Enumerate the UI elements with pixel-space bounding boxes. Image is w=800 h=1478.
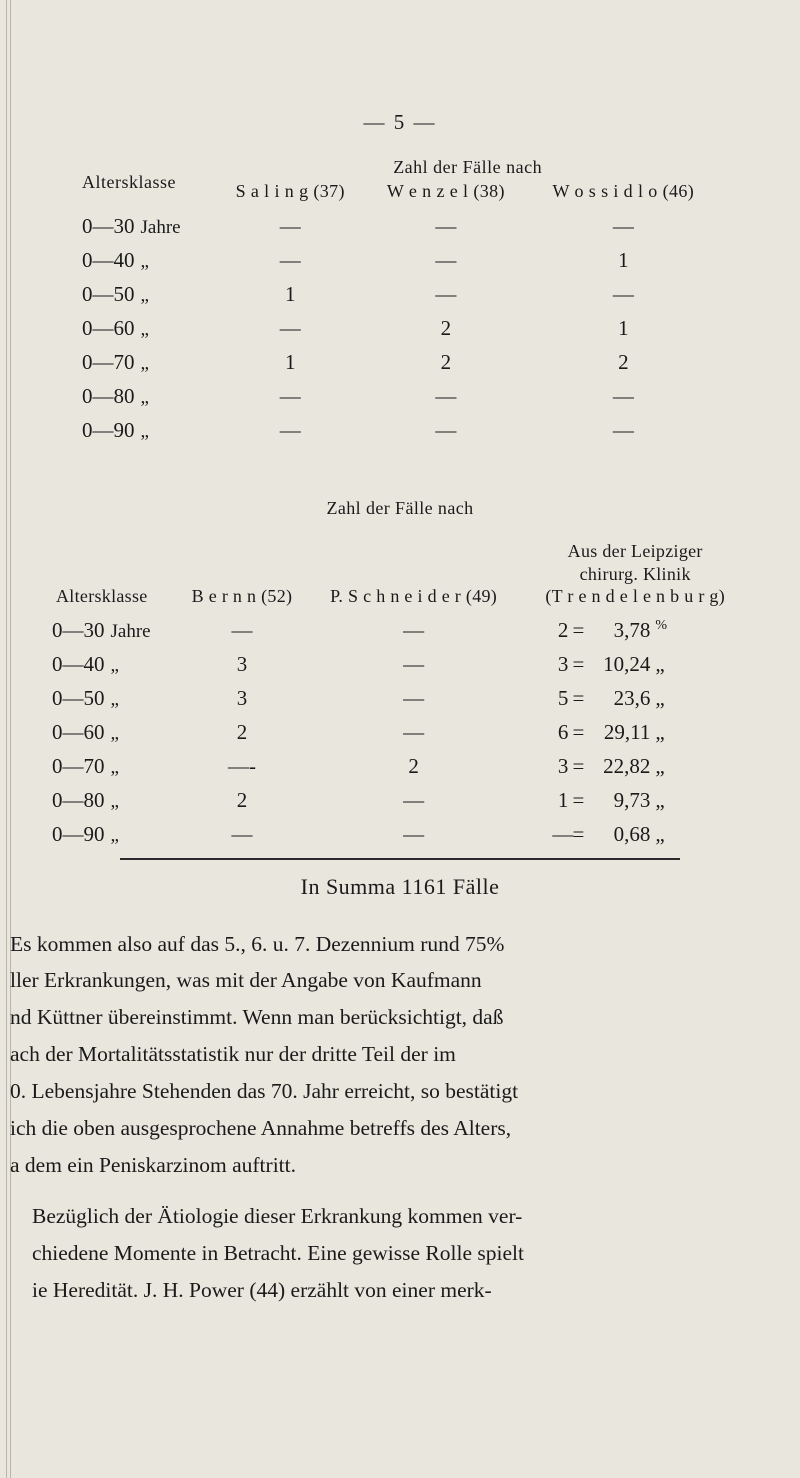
table-summary-total: In Summa 1161 Fälle <box>300 873 500 899</box>
table-header-row <box>50 539 750 614</box>
cell-leipzig-equals: = <box>572 753 585 778</box>
cell-saling: 1 <box>285 350 296 374</box>
cell-wenzel: 2 <box>440 350 452 374</box>
cell-leipzig-unit: „ <box>655 787 665 812</box>
cell-saling: — <box>279 316 301 340</box>
cell-leipzig <box>520 648 750 682</box>
cell-wossidlo: — <box>612 282 634 306</box>
cell-leipzig-unit: „ <box>655 719 665 744</box>
cell-wossidlo: — <box>612 214 634 238</box>
cell-saling: — <box>279 384 301 408</box>
cell-leipzig-percent: 3,78 <box>613 617 651 642</box>
cell-leipzig-unit: „ <box>655 685 665 710</box>
table-row <box>50 784 750 818</box>
cell-wenzel: — <box>435 248 457 272</box>
table-row <box>80 278 720 312</box>
table-row <box>80 312 720 346</box>
cell-age-unit: „ <box>110 756 119 778</box>
cell-bernn: 2 <box>236 787 248 812</box>
cell-leipzig <box>520 750 750 784</box>
cell-leipzig-count: 2 <box>557 617 569 642</box>
cell-saling: — <box>279 248 301 272</box>
cell-age-unit: „ <box>140 285 149 306</box>
cell-age: 0—90 <box>52 821 105 846</box>
column-header-leipzig-line2: chirurg. Klinik <box>579 563 691 584</box>
cell-age-unit: „ <box>140 421 149 442</box>
cell-leipzig-count: 6 <box>557 719 569 744</box>
cell-age-unit: „ <box>140 251 149 272</box>
table-row <box>80 380 720 414</box>
cell-age-unit: Jahre <box>140 217 181 238</box>
cell-leipzig-percent: 9,73 <box>613 787 651 812</box>
table-bottom-rule <box>120 858 680 860</box>
cell-leipzig-equals: = <box>572 787 585 812</box>
cell-leipzig-unit: „ <box>655 821 665 846</box>
cell-age: 0—50 <box>52 685 105 710</box>
cell-bernn: 3 <box>236 685 248 710</box>
cell-age: 0—50 <box>82 282 135 306</box>
paragraph-line: chiedene Momente in Betracht. Eine gewisse Rolle spielt <box>32 1241 524 1266</box>
column-header-altersklasse: Altersklasse <box>56 586 148 606</box>
cell-leipzig <box>520 818 750 852</box>
table-row <box>50 716 750 750</box>
cell-bernn: —- <box>227 753 256 778</box>
cell-schneider: — <box>403 685 425 710</box>
cell-leipzig <box>520 614 750 648</box>
cell-leipzig-count: 3 <box>557 651 569 676</box>
cell-leipzig <box>520 682 750 716</box>
cell-age-unit: „ <box>110 824 119 846</box>
table-row <box>80 346 720 380</box>
cell-schneider: — <box>403 719 425 744</box>
cell-leipzig-unit: „ <box>655 651 665 676</box>
table-header-span: Zahl der Fälle nach <box>393 157 543 177</box>
table-row <box>50 750 750 784</box>
cell-age-unit: „ <box>140 387 149 408</box>
paragraph-line: ller Erkrankungen, was mit der Angabe von Kaufmann <box>10 968 482 993</box>
paragraph-line: ach der Mortalitätsstatistik nur der dritte Teil der im <box>10 1042 456 1067</box>
column-header-wenzel: W e n z e l (38) <box>386 181 505 201</box>
table-row <box>80 244 720 278</box>
cell-schneider: — <box>403 821 425 846</box>
cell-schneider: — <box>403 787 425 812</box>
cell-leipzig-percent: 10,24 <box>603 651 651 676</box>
column-header-bernn: B e r n n (52) <box>191 586 293 606</box>
cell-schneider: — <box>403 651 425 676</box>
cell-age: 0—30 <box>82 214 135 238</box>
table-row <box>80 414 720 448</box>
paragraph-line: ie Heredität. J. H. Power (44) erzählt von einer merk- <box>32 1278 492 1303</box>
cell-age-unit: „ <box>110 790 119 812</box>
cell-bernn: — <box>231 821 253 846</box>
cell-leipzig <box>520 784 750 818</box>
cell-age: 0—30 <box>52 617 105 642</box>
paragraph-2 <box>0 1198 800 1309</box>
table-row <box>80 210 720 244</box>
column-header-wossidlo: W o s s i d l o (46) <box>552 181 695 201</box>
column-header-leipzig-line1: Aus der Leipziger <box>567 541 703 561</box>
cell-age-unit: „ <box>110 654 119 676</box>
cell-saling: — <box>279 214 301 238</box>
table-header-row <box>50 494 750 539</box>
cell-leipzig-equals: = <box>572 651 585 676</box>
table-row <box>50 818 750 852</box>
cell-saling: — <box>279 418 301 442</box>
cell-schneider: — <box>403 617 425 642</box>
cell-age: 0—40 <box>52 651 105 676</box>
cell-wossidlo: — <box>612 384 634 408</box>
cell-wossidlo: 1 <box>618 248 629 272</box>
cell-wossidlo: 2 <box>618 350 629 374</box>
cell-age-unit: „ <box>110 688 119 710</box>
column-header-altersklasse: Altersklasse <box>82 171 176 192</box>
cell-leipzig-count: 3 <box>557 753 569 778</box>
cell-leipzig-count: 5 <box>557 685 569 710</box>
cell-age: 0—60 <box>82 316 135 340</box>
table-header-span: Zahl der Fälle nach <box>326 498 474 518</box>
column-header-leipzig-line3: (T r e n d e l e n b u r g) <box>545 586 726 606</box>
cell-wossidlo: 1 <box>618 316 629 340</box>
cell-wenzel: — <box>435 384 457 408</box>
cell-bernn: 3 <box>236 651 248 676</box>
cell-leipzig-count: — <box>552 821 574 846</box>
table-row <box>50 614 750 648</box>
cell-age: 0—70 <box>52 753 105 778</box>
paragraph-line: Es kommen also auf das 5., 6. u. 7. Dezennium rund 75% <box>10 931 505 956</box>
cell-wenzel: — <box>435 282 457 306</box>
cell-age-unit: „ <box>140 319 149 340</box>
cell-leipzig-equals: = <box>572 685 585 710</box>
cell-leipzig-count: 1 <box>557 787 569 812</box>
cell-leipzig <box>520 716 750 750</box>
cell-bernn: — <box>231 617 253 642</box>
cell-wenzel: — <box>435 214 457 238</box>
column-header-saling: S a l i n g (37) <box>235 181 345 201</box>
column-header-leipzig <box>520 539 750 614</box>
paragraph-line: Bezüglich der Ätiologie dieser Erkrankung kommen ver- <box>32 1204 523 1229</box>
table-row <box>50 648 750 682</box>
cell-leipzig-percent: 0,68 <box>613 821 651 846</box>
paragraph-line: ich die oben ausgesprochene Annahme betreffs des Alters, <box>10 1116 512 1141</box>
cell-leipzig-percent: 23,6 <box>613 685 651 710</box>
cell-age-unit: Jahre <box>110 620 151 642</box>
cell-age-unit: „ <box>110 722 119 744</box>
page-number: — 5 — <box>363 110 437 134</box>
cell-age: 0—70 <box>82 350 135 374</box>
cell-leipzig-unit: % <box>655 617 668 633</box>
cell-bernn: 2 <box>236 719 248 744</box>
cell-age: 0—80 <box>82 384 135 408</box>
cell-leipzig-equals: = <box>572 719 585 744</box>
cell-wenzel: — <box>435 418 457 442</box>
cell-saling: 1 <box>285 282 296 306</box>
cell-wenzel: 2 <box>440 316 452 340</box>
cell-age: 0—90 <box>82 418 135 442</box>
column-header-schneider: P. S c h n e i d e r (49) <box>330 586 498 606</box>
table-row <box>80 153 720 180</box>
paragraph-line: 0. Lebensjahre Stehenden das 70. Jahr erreicht, so bestätigt <box>10 1079 519 1104</box>
paragraph-line: a dem ein Peniskarzinom auftritt. <box>10 1153 296 1178</box>
table-cases-by-age-group-2 <box>50 494 750 852</box>
cell-age: 0—60 <box>52 719 105 744</box>
cell-leipzig-percent: 29,11 <box>603 719 651 744</box>
cell-age-unit: „ <box>140 353 149 374</box>
table-row <box>50 682 750 716</box>
cell-age: 0—80 <box>52 787 105 812</box>
cell-leipzig-unit: „ <box>655 753 665 778</box>
cell-wossidlo: — <box>612 418 634 442</box>
paragraph-line: nd Küttner übereinstimmt. Wenn man berücksichtigt, daß <box>10 1005 504 1030</box>
cell-leipzig-percent: 22,82 <box>603 753 651 778</box>
cell-leipzig-equals: = <box>572 617 585 642</box>
cell-age: 0—40 <box>82 248 135 272</box>
table-cases-by-age-group-1 <box>80 153 720 448</box>
paragraph-1 <box>0 926 800 1185</box>
cell-schneider: 2 <box>408 753 419 778</box>
cell-leipzig-equals: = <box>572 821 585 846</box>
